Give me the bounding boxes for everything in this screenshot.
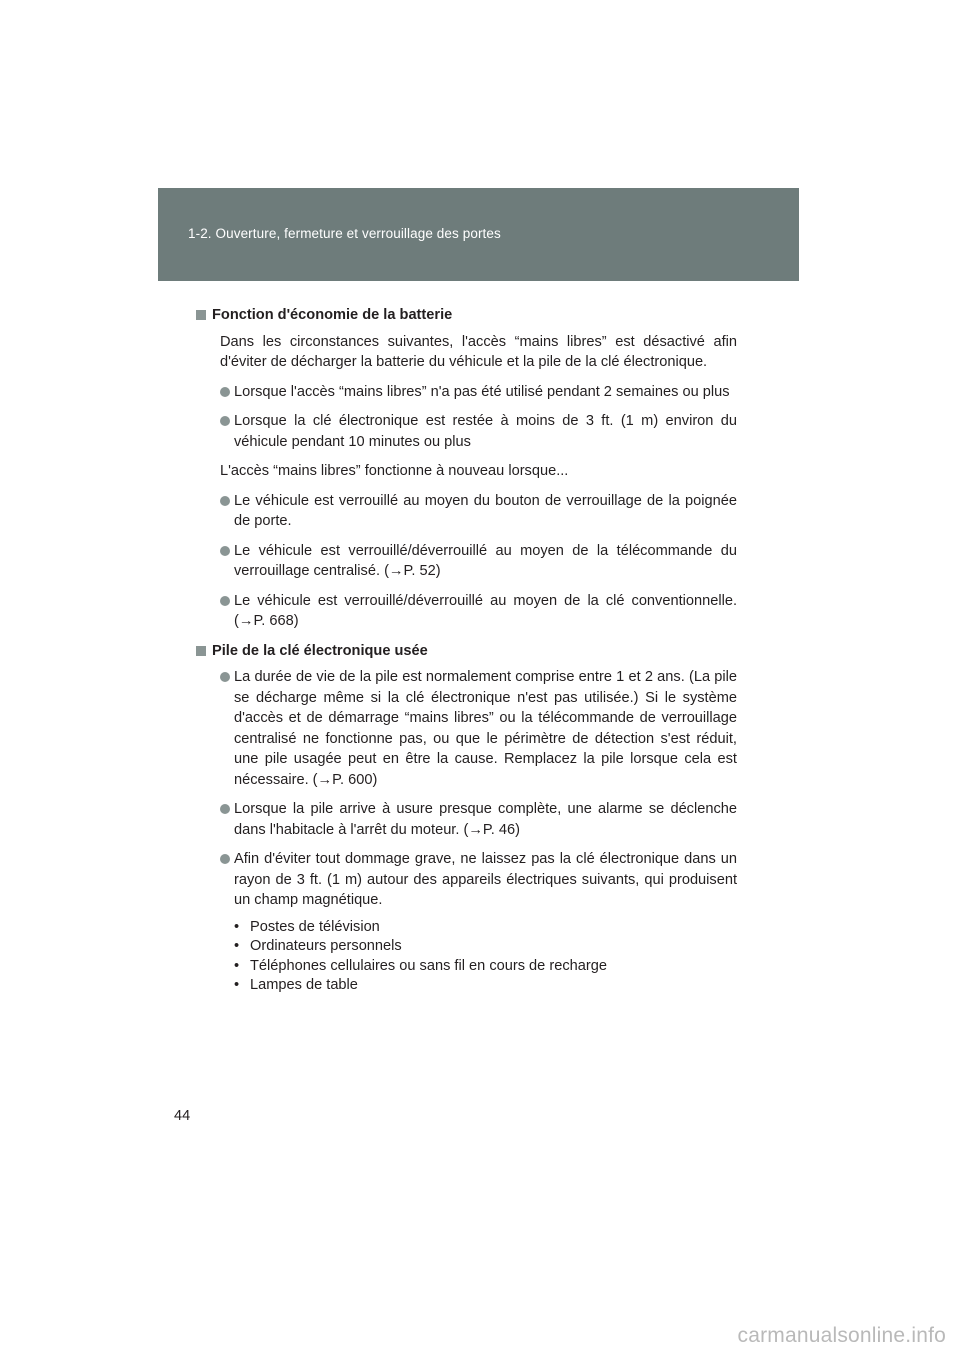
round-bullet-icon [220,387,230,397]
list-item-text: Lorsque la pile arrive à usure presque complète, une alarme se déclenche dans l'habitacle à l'arrêt du moteur. (→P. 46) [234,801,737,838]
dot-bullet-icon: • [234,957,240,974]
sub-list-item-text: Téléphones cellulaires ou sans fil en cours de recharge [250,957,607,974]
appliance-list [234,918,737,996]
section-middle-paragraph: L'accès “mains libres” fonctionne à nouveau lorsque... [220,463,569,479]
sub-list-item-text: Lampes de table [250,977,358,993]
list-item [220,849,737,911]
sub-list-item [234,957,737,977]
dot-bullet-icon: • [234,938,240,954]
list-item-text: Le véhicule est verrouillé/déverrouillé au moyen de la télécommande du verrouillage centralisé. (→P. 52) [234,542,737,579]
round-bullet-icon [220,596,230,606]
chapter-header-band [158,188,799,281]
sub-list-item [234,937,737,957]
list-item [220,541,737,582]
round-bullet-icon [220,804,230,814]
round-bullet-icon [220,546,230,556]
section-heading-text: Fonction d'économie de la batterie [212,307,453,323]
list-item-text: Lorsque la clé électronique est restée à moins de 3 ft. (1 m) environ du véhicule pendant 10 minutes ou plus [234,413,737,450]
section-heading-key-battery [196,641,737,662]
section-heading-battery-saving [196,305,737,326]
list-item-text: Lorsque l'accès “mains libres” n'a pas été utilisé pendant 2 semaines ou plus [234,383,730,400]
dot-bullet-icon: • [234,977,240,993]
dot-bullet-icon: • [234,918,240,935]
round-bullet-icon [220,496,230,506]
sub-list-item-text: Ordinateurs personnels [250,938,402,954]
square-bullet-icon [196,646,206,656]
section-heading-text: Pile de la clé électronique usée [212,642,428,659]
sub-list-item-text: Postes de télévision [250,918,380,935]
watermark: carmanualsonline.info [737,1324,946,1347]
section-intro-paragraph: Dans les circonstances suivantes, l'accès “mains libres” est désactivé afin d'éviter de décharger la batterie du véhicule et la pile de la clé électronique. [220,333,737,370]
list-item-text: Le véhicule est verrouillé au moyen du bouton de verrouillage de la poignée de porte. [234,492,737,529]
round-bullet-icon [220,672,230,682]
sub-list-item [234,976,737,996]
page-number: 44 [174,1108,191,1124]
sub-list-item [234,918,737,938]
list-item-text: La durée de vie de la pile est normalement comprise entre 1 et 2 ans. (La pile se décharge même si la clé électronique n'est pas utilisée.) Si le système d'accès et de démarrage “mains libres” ou la télécommande de verrouillage centralisé ne fonctionne pas, ou que le périmètre de détection s'est réduit, une pile usagée peut en être la cause. Remplacez la pile lorsque cela est nécessaire. (→P. 600) [234,669,737,788]
square-bullet-icon [196,310,206,320]
page-content [196,305,737,996]
list-item [220,591,737,632]
list-item [220,382,737,403]
list-item [220,667,737,790]
list-item-text: Le véhicule est verrouillé/déverrouillé au moyen de la clé conventionnelle. (→P. 668) [234,592,737,629]
list-item [220,799,737,840]
round-bullet-icon [220,854,230,864]
list-item [220,491,737,532]
list-item [220,411,737,452]
list-item-text: Afin d'éviter tout dommage grave, ne laissez pas la clé électronique dans un rayon de 3 ft. (1 m) autour des appareils électriques suivants, qui produisent un champ magnétique. [234,851,737,908]
chapter-title: 1-2. Ouverture, fermeture et verrouillage des portes [188,226,501,241]
round-bullet-icon [220,416,230,426]
